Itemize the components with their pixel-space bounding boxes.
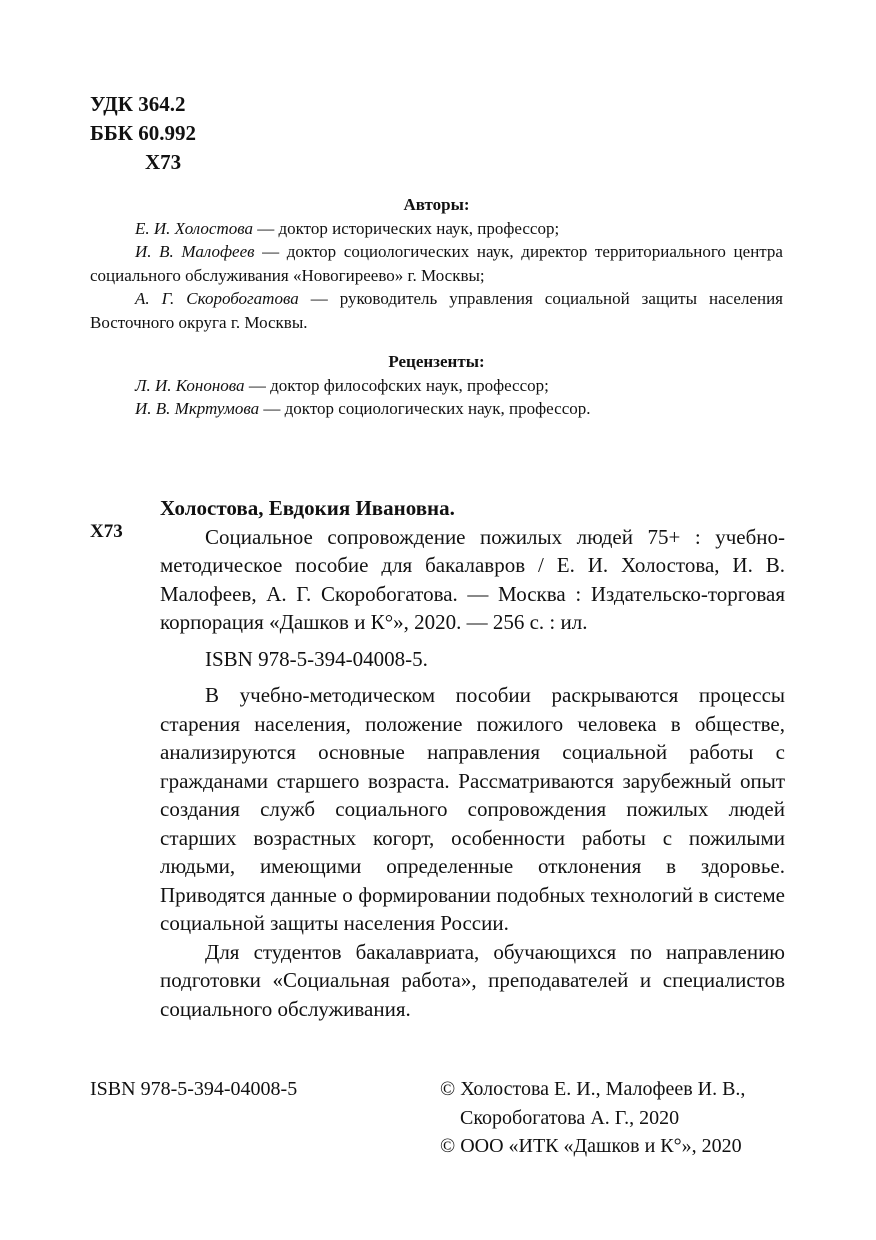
catalog-author-mark: Х73 [90,521,123,542]
classification-block [90,90,196,177]
author-entry: Е. И. Холостова — доктор исторических наук, профессор; [135,218,560,238]
bbk-code: ББК 60.992 [90,121,196,145]
bibliographic-description: Социальное сопровождение пожилых людей 75+ : учебно-методическое пособие для бакалавров / Е. И. Холостова, И. В. Малофеев, А. Г. Скоробогатова. — Москва : Издательско-торговая корпорация «Дашков и К°», 2020. — 256 с. : ил. [160,524,785,634]
copyright-block [440,1075,820,1161]
author-entry: А. Г. Скоробогатова — руководитель управления социальной защиты населения Восточного округа г. Москвы. [90,289,783,332]
audience: Для студентов бакалавриата, обучающихся по направлению подготовки «Социальная работа», преподавателей и специалистов социального обслуживания. [160,939,785,1021]
copyright-authors-cont: Скоробогатова А. Г., 2020 [460,1106,680,1129]
udk-code: УДК 364.2 [90,92,186,116]
main-entry: Холостова, Евдокия Ивановна. [160,496,455,520]
footer-isbn: ISBN 978-5-394-04008-5 [90,1078,298,1100]
copyright-authors: © Холостова Е. И., Малофеев И. В., [440,1078,746,1100]
authors-heading: Авторы: [403,195,470,214]
author-entry: И. В. Малофеев — доктор социологических наук, директор территориального центра социального обслуживания «Новогиреево» г. Москвы; [90,242,783,285]
reviewer-entry: Л. И. Кононова — доктор философских наук, профессор; [135,375,549,395]
abstract: В учебно-методическом пособии раскрываются процессы старения населения, положение пожилого человека в обществе, анализируются основные направления социальной работы с гражданами старшего возраста. Рассматриваются зарубежный опыт создания служб социального сопровождения пожилых людей старших возрастных когорт, особенности работы с пожилыми людьми, имеющими определенные отклонения в здоровье. Приводятся данные о формировании подобных технологий в системе социальной защиты населения России. [160,683,785,935]
reviewer-entry: И. В. Мкртумова — доктор социологических наук, профессор. [135,399,591,418]
isbn-line: ISBN 978-5-394-04008-5. [205,646,428,671]
catalog-record [160,494,785,1023]
reviewers-section [90,350,783,421]
author-mark: Х73 [145,150,182,174]
copyright-publisher: © ООО «ИТК «Дашков и К°», 2020 [440,1135,742,1157]
reviewers-heading: Рецензенты: [388,352,485,371]
authors-section [90,193,783,334]
